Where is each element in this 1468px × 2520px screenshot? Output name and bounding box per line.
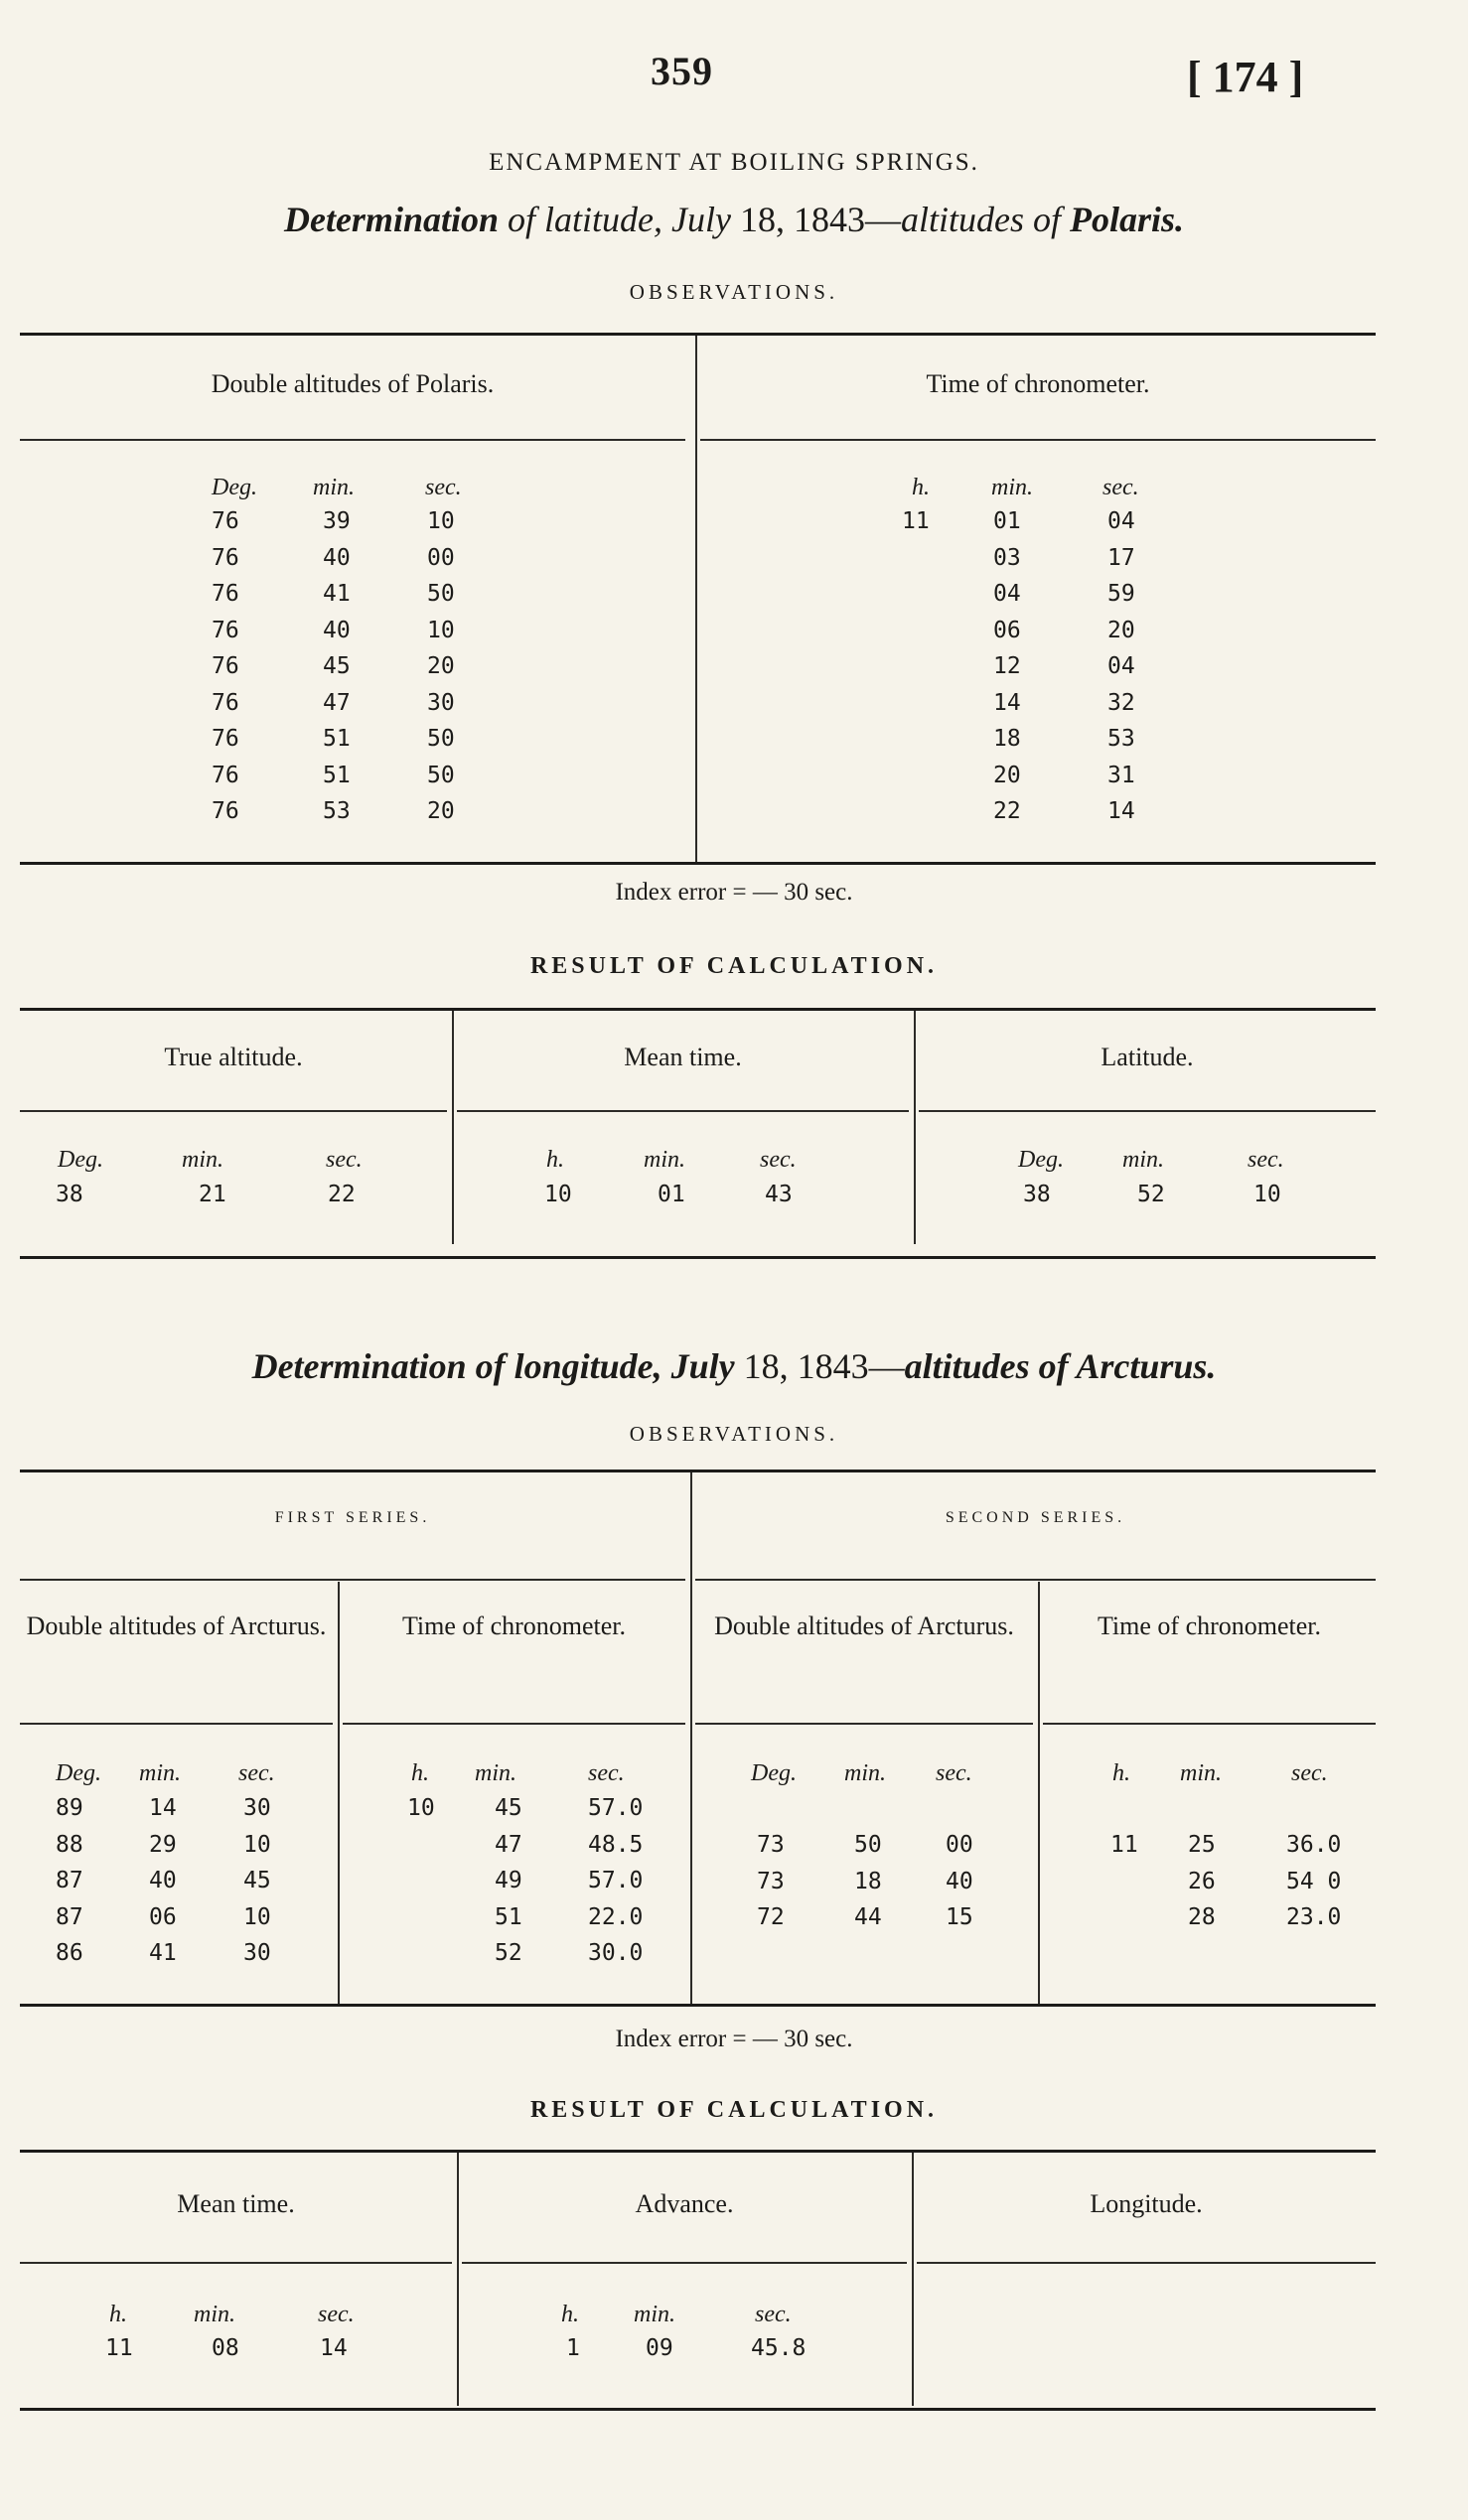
- table-cell-min: 41: [323, 581, 351, 607]
- bracket-page-number: [ 174 ]: [1187, 53, 1304, 101]
- unit-label: min.: [139, 1760, 181, 1786]
- table-rule-top: [20, 1008, 1376, 1011]
- heading-part: Determination: [283, 200, 499, 239]
- result-label: RESULT OF CALCULATION.: [529, 2097, 939, 2123]
- table-cell-tsec: 57.0: [588, 1868, 644, 1893]
- location-title: ENCAMPMENT AT BOILING SPRINGS.: [489, 149, 979, 176]
- unit-label: sec.: [1291, 1760, 1328, 1786]
- unit-label: sec.: [588, 1760, 625, 1786]
- table-cell-min: 40: [149, 1868, 177, 1893]
- unit-label: h.: [1112, 1760, 1130, 1786]
- table-cell-tmin: 03: [993, 544, 1021, 571]
- table-cell-tsec: 30.0: [588, 1940, 644, 1966]
- heading-part: latitude,: [544, 200, 663, 239]
- table-rule: [20, 439, 685, 441]
- unit-label: h.: [109, 2302, 127, 2327]
- heading-part: of: [1038, 1346, 1069, 1386]
- result-value: 22: [328, 1182, 356, 1207]
- table-rule: [343, 1723, 685, 1725]
- unit-label: min.: [182, 1147, 223, 1173]
- table-cell-min: 45: [323, 653, 351, 679]
- table-rule: [20, 1110, 447, 1112]
- table-cell-tsec: 59: [1107, 581, 1135, 607]
- table-cell-sec: 50: [427, 726, 455, 752]
- table-cell-sec: 30: [243, 1795, 271, 1821]
- result-value: 52: [1137, 1182, 1165, 1207]
- table-cell-sec: 40: [946, 1868, 973, 1894]
- table-rule: [462, 2262, 907, 2264]
- table-rule-top: [20, 333, 1376, 336]
- table-cell-min: 51: [323, 762, 351, 788]
- table-cell-deg: 73: [757, 1832, 785, 1858]
- table-cell-h: 11: [902, 508, 930, 534]
- result-value: 1: [566, 2335, 580, 2361]
- heading-part: of: [1032, 200, 1061, 239]
- table-cell-tsec: 04: [1107, 653, 1135, 679]
- table-cell-deg: 89: [56, 1795, 83, 1821]
- result-value: 38: [56, 1182, 83, 1207]
- table-cell-tsec: 04: [1107, 508, 1135, 534]
- table-cell-sec: 50: [427, 762, 455, 788]
- result-value: 10: [1253, 1182, 1281, 1207]
- table-rule-bottom: [20, 862, 1376, 865]
- unit-label: min.: [1180, 1760, 1222, 1786]
- result-value: 43: [765, 1182, 793, 1207]
- table-cell-min: 53: [323, 798, 351, 824]
- table-cell-min: 29: [149, 1831, 177, 1858]
- result-label: RESULT OF CALCULATION.: [529, 953, 939, 979]
- table-cell-tmin: 12: [993, 653, 1021, 679]
- table-rule: [919, 1110, 1376, 1112]
- table-cell-tmin: 06: [993, 617, 1021, 643]
- heading-part: of longitude,: [475, 1346, 662, 1386]
- table-cell-h: 11: [1110, 1832, 1138, 1858]
- unit-label: sec.: [936, 1760, 972, 1786]
- table-cell-min: 51: [323, 726, 351, 752]
- unit-label: min.: [1122, 1147, 1164, 1173]
- table-rule: [20, 1579, 685, 1581]
- table-divider: [695, 336, 697, 862]
- unit-label: Deg.: [56, 1760, 101, 1786]
- table-divider: [914, 1011, 916, 1244]
- unit-label: min.: [844, 1760, 886, 1786]
- index-error-note: Index error = — 30 sec.: [615, 2026, 853, 2052]
- column-header: Mean time.: [177, 2189, 295, 2218]
- table-cell-deg: 87: [56, 1903, 83, 1930]
- table-cell-min: 44: [854, 1904, 882, 1930]
- result-value: 10: [544, 1182, 572, 1207]
- table-cell-tsec: 53: [1107, 726, 1135, 752]
- observations-label: OBSERVATIONS.: [629, 1422, 839, 1446]
- table-cell-tmin: 51: [495, 1903, 522, 1930]
- heading-part: altitudes: [900, 200, 1024, 239]
- table-cell-deg: 76: [212, 581, 239, 607]
- table-cell-deg: 87: [56, 1868, 83, 1893]
- table-cell-min: 06: [149, 1903, 177, 1930]
- table-cell-tsec: 20: [1107, 617, 1135, 643]
- table-cell-min: 50: [854, 1832, 882, 1858]
- first-series-label: FIRST SERIES.: [274, 1509, 431, 1526]
- column-header: Latitude.: [1101, 1043, 1194, 1071]
- table-rule: [695, 1579, 1376, 1581]
- table-rule: [1043, 1723, 1376, 1725]
- table-cell-tmin: 20: [993, 762, 1021, 788]
- column-header: Time of chronometer.: [926, 369, 1150, 398]
- table-cell-deg: 76: [212, 508, 239, 534]
- result-value: 14: [320, 2335, 348, 2361]
- heading-part: altitudes: [904, 1346, 1030, 1386]
- table-cell-deg: 73: [757, 1868, 785, 1894]
- table-cell-tsec: 36.0: [1286, 1832, 1342, 1858]
- table-cell-deg: 76: [212, 726, 239, 752]
- unit-label: sec.: [425, 475, 462, 500]
- result-value: 21: [199, 1182, 226, 1207]
- table-rule-bottom: [20, 2408, 1376, 2411]
- table-cell-deg: 88: [56, 1831, 83, 1858]
- table-cell-tsec: 17: [1107, 544, 1135, 571]
- table-cell-tmin: 49: [495, 1868, 522, 1893]
- table-cell-deg: 76: [212, 798, 239, 824]
- column-header: Double altitudes of Arcturus.: [26, 1611, 327, 1640]
- table-cell-sec: 45: [243, 1868, 271, 1893]
- unit-label: sec.: [238, 1760, 275, 1786]
- table-rule-bottom: [20, 2004, 1376, 2007]
- table-rule: [700, 439, 1376, 441]
- table-cell-tmin: 04: [993, 581, 1021, 607]
- table-cell-tmin: 52: [495, 1940, 522, 1966]
- table-divider: [338, 1582, 340, 2004]
- table-cell-sec: 10: [243, 1903, 271, 1930]
- table-cell-tsec: 57.0: [588, 1795, 644, 1821]
- table-cell-min: 40: [323, 617, 351, 643]
- table-cell-deg: 76: [212, 617, 239, 643]
- table-cell-tmin: 26: [1188, 1868, 1216, 1894]
- table-cell-tmin: 45: [495, 1795, 522, 1821]
- column-header: True altitude.: [164, 1043, 303, 1071]
- table-cell-min: 41: [149, 1940, 177, 1966]
- result-value: 38: [1023, 1182, 1051, 1207]
- table-cell-deg: 76: [212, 762, 239, 788]
- heading-part: July: [670, 1346, 735, 1386]
- heading-part: of: [508, 200, 536, 239]
- table-cell-tmin: 18: [993, 726, 1021, 752]
- table-rule: [457, 1110, 909, 1112]
- unit-label: sec.: [318, 2302, 355, 2327]
- result-value: 01: [658, 1182, 685, 1207]
- table-cell-deg: 76: [212, 689, 239, 716]
- heading-part: Polaris.: [1070, 200, 1185, 239]
- table-cell-sec: 30: [243, 1940, 271, 1966]
- unit-label: min.: [644, 1147, 685, 1173]
- table-cell-tsec: 22.0: [588, 1903, 644, 1930]
- table-cell-sec: 10: [427, 508, 455, 534]
- unit-label: sec.: [760, 1147, 797, 1173]
- observations-label: OBSERVATIONS.: [629, 280, 839, 304]
- table-cell-min: 40: [323, 544, 351, 571]
- table-cell-deg: 76: [212, 653, 239, 679]
- table-cell-min: 39: [323, 508, 351, 534]
- table-cell-sec: 30: [427, 689, 455, 716]
- unit-label: h.: [411, 1760, 429, 1786]
- table-cell-sec: 20: [427, 653, 455, 679]
- result-value: 11: [105, 2335, 133, 2361]
- unit-label: min.: [991, 475, 1033, 500]
- table-divider: [457, 2153, 459, 2406]
- unit-label: min.: [475, 1760, 516, 1786]
- unit-label: sec.: [326, 1147, 363, 1173]
- column-header: Time of chronometer.: [401, 1611, 627, 1640]
- table-cell-tsec: 32: [1107, 689, 1135, 716]
- table-cell-min: 14: [149, 1795, 177, 1821]
- table-rule: [695, 1723, 1033, 1725]
- column-header: Double altitudes of Polaris.: [211, 369, 495, 398]
- heading-part: Arcturus.: [1076, 1346, 1217, 1386]
- heading-part: July: [671, 200, 731, 239]
- page-number: 359: [651, 49, 713, 93]
- table-cell-min: 47: [323, 689, 351, 716]
- result-value: 09: [646, 2335, 673, 2361]
- table-cell-tsec: 31: [1107, 762, 1135, 788]
- unit-label: sec.: [1248, 1147, 1284, 1173]
- table-cell-sec: 10: [243, 1831, 271, 1858]
- unit-label: Deg.: [751, 1760, 797, 1786]
- table-cell-tmin: 25: [1188, 1832, 1216, 1858]
- unit-label: h.: [912, 475, 930, 500]
- table-cell-tsec: 54 0: [1286, 1868, 1342, 1894]
- unit-label: min.: [634, 2302, 675, 2327]
- table-cell-tmin: 01: [993, 508, 1021, 534]
- table-cell-deg: 76: [212, 544, 239, 571]
- heading-part: 18, 1843—: [743, 1346, 905, 1386]
- table-cell-sec: 10: [427, 617, 455, 643]
- table-cell-tsec: 48.5: [588, 1831, 644, 1858]
- column-header: Advance.: [635, 2189, 734, 2218]
- unit-label: Deg.: [1018, 1147, 1064, 1173]
- table-cell-min: 18: [854, 1868, 882, 1894]
- unit-label: h.: [561, 2302, 579, 2327]
- index-error-note: Index error = — 30 sec.: [615, 879, 853, 906]
- table-rule-top: [20, 2150, 1376, 2153]
- table-cell-h: 10: [407, 1795, 435, 1821]
- table-cell-deg: 72: [757, 1904, 785, 1930]
- table-divider: [452, 1011, 454, 1244]
- column-header: Mean time.: [624, 1043, 742, 1071]
- table-cell-tmin: 22: [993, 798, 1021, 824]
- table-cell-tmin: 47: [495, 1831, 522, 1858]
- column-header: Time of chronometer.: [1097, 1611, 1322, 1640]
- table-cell-tmin: 14: [993, 689, 1021, 716]
- second-series-label: SECOND SERIES.: [945, 1509, 1126, 1526]
- table-cell-tsec: 23.0: [1286, 1904, 1342, 1930]
- unit-label: Deg.: [58, 1147, 103, 1173]
- table-rule-bottom: [20, 1256, 1376, 1259]
- heading-part: 18, 1843—: [739, 200, 901, 239]
- table-cell-deg: 86: [56, 1940, 83, 1966]
- table-cell-sec: 50: [427, 581, 455, 607]
- series-divider: [690, 1472, 692, 2004]
- longitude-heading: [0, 1345, 1468, 1387]
- unit-label: sec.: [1102, 475, 1139, 500]
- table-cell-tsec: 14: [1107, 798, 1135, 824]
- table-cell-sec: 15: [946, 1904, 973, 1930]
- table-divider: [912, 2153, 914, 2406]
- table-rule: [917, 2262, 1376, 2264]
- unit-label: h.: [546, 1147, 564, 1173]
- result-value: 08: [212, 2335, 239, 2361]
- table-rule-top: [20, 1470, 1376, 1472]
- unit-label: Deg.: [212, 475, 257, 500]
- unit-label: sec.: [755, 2302, 792, 2327]
- table-rule: [20, 2262, 452, 2264]
- column-header: Double altitudes of Arcturus.: [714, 1611, 1014, 1640]
- table-cell-tmin: 28: [1188, 1904, 1216, 1930]
- table-rule: [20, 1723, 333, 1725]
- table-cell-sec: 20: [427, 798, 455, 824]
- table-divider: [1038, 1582, 1040, 2004]
- table-cell-sec: 00: [427, 544, 455, 571]
- unit-label: min.: [194, 2302, 235, 2327]
- latitude-heading: [0, 199, 1468, 240]
- table-cell-sec: 00: [946, 1832, 973, 1858]
- unit-label: min.: [313, 475, 355, 500]
- result-value: 45.8: [751, 2335, 807, 2361]
- column-header: Longitude.: [1090, 2189, 1203, 2218]
- heading-part: Determination: [251, 1346, 467, 1386]
